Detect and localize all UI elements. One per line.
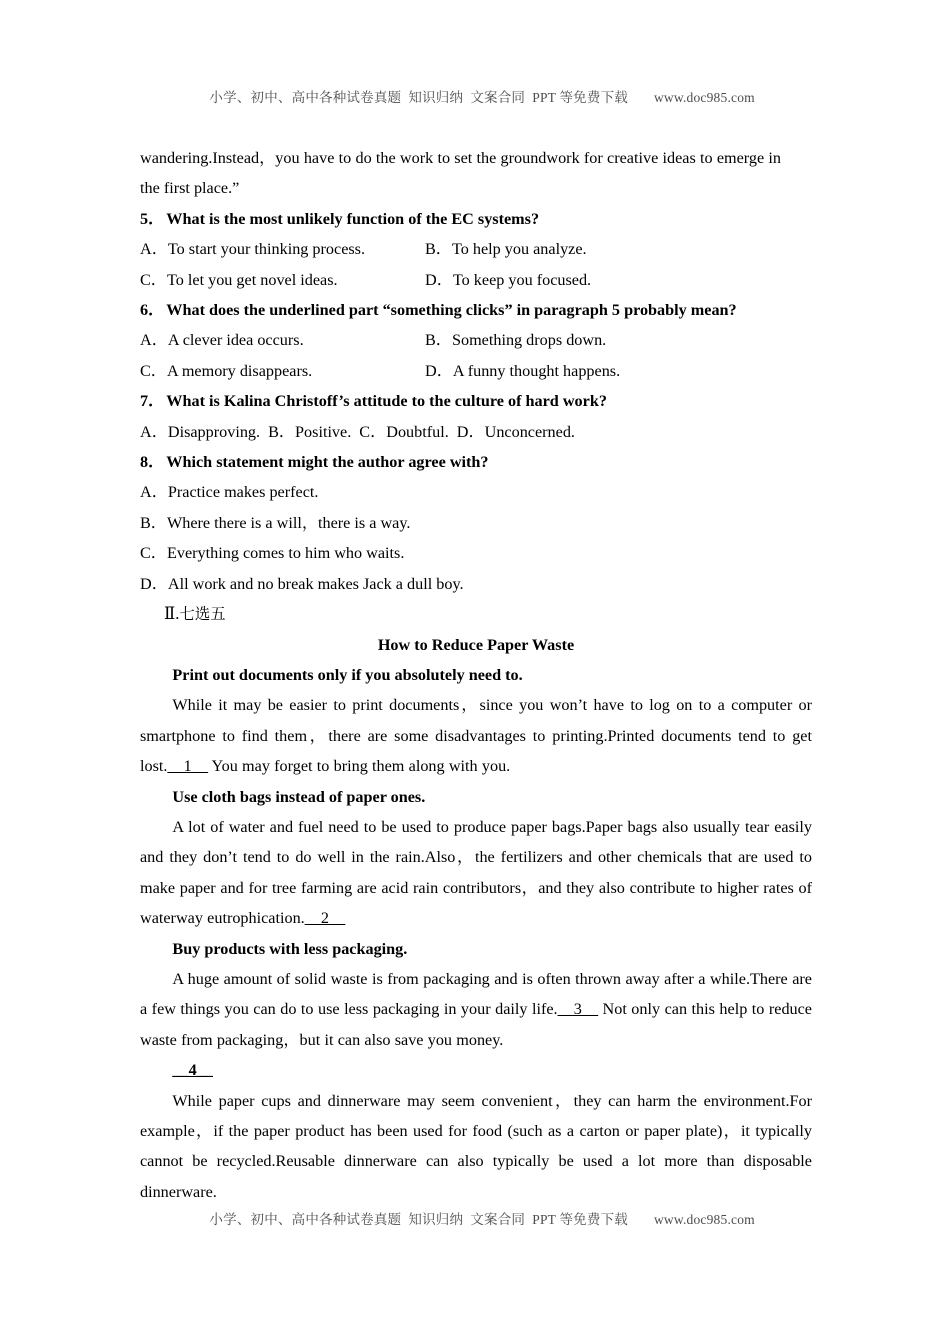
paragraph-1-text-b: You may forget to bring them along with you. bbox=[207, 757, 511, 776]
question-7-option-c[interactable] bbox=[359, 423, 448, 441]
question-6-option-a[interactable] bbox=[140, 325, 425, 355]
question-8-stem bbox=[140, 447, 812, 477]
passage-subheading-4-blank-line bbox=[140, 1055, 812, 1085]
paragraph-2-text: A lot of water and fuel need to be used to produce paper bags.Paper bags also usually tear easily and they don’t tend to do well in the rain.Also，the fertilizers and other chemicals that are used to make paper and for tree farming are acid rain contributors，and they also contribute to higher rates of waterway eutrophication. bbox=[140, 817, 812, 928]
option-label-b: B． bbox=[140, 513, 167, 532]
section-title-cn: 七选五 bbox=[179, 605, 226, 624]
option-text-d: All work and no break makes Jack a dull boy. bbox=[167, 574, 464, 593]
blank-4[interactable]: __4__ bbox=[172, 1061, 213, 1080]
question-6-number: 6． bbox=[140, 301, 165, 320]
question-6-text: What does the underlined part “something clicks” in paragraph 5 probably mean? bbox=[166, 301, 737, 320]
option-label-a: A． bbox=[140, 240, 168, 259]
question-6-stem bbox=[140, 295, 812, 325]
question-8-option-a[interactable] bbox=[140, 477, 812, 507]
passage-carryover-line-2: the first place.” bbox=[140, 179, 240, 198]
question-6-option-d[interactable] bbox=[425, 356, 812, 386]
option-label-b: B． bbox=[268, 422, 296, 441]
question-5-option-b[interactable] bbox=[425, 234, 812, 264]
option-text-a: Disapproving. bbox=[167, 422, 261, 441]
option-label-b: B． bbox=[425, 240, 452, 259]
section-dot: . bbox=[175, 604, 180, 624]
blank-3[interactable]: __3__ bbox=[557, 1000, 599, 1019]
paragraph-3-text-b: Not only can this help to reduce waste from packaging，but it can also save you money. bbox=[140, 1000, 812, 1049]
blank-1[interactable]: __1__ bbox=[167, 757, 208, 776]
question-7-text: What is Kalina Christoff’s attitude to the culture of hard work? bbox=[166, 392, 607, 411]
option-text-a: A clever idea occurs. bbox=[167, 331, 304, 350]
passage-paragraph-1 bbox=[140, 690, 812, 781]
page-footer bbox=[0, 1192, 950, 1244]
question-5-stem bbox=[140, 204, 812, 234]
option-label-d: D． bbox=[140, 574, 168, 593]
option-text-d: To keep you focused. bbox=[452, 270, 592, 289]
option-label-d: D． bbox=[456, 422, 485, 441]
passage-paragraph-4: While paper cups and dinnerware may seem convenient，they can harm the environment.For example，if the paper product has been used for food (such as a carton or paper plate)，it typically cannot be recycled.Reusable dinnerware can also typically be used a lot more than disposable dinnerware. bbox=[140, 1091, 812, 1201]
question-8-text: Which statement might the author agree with? bbox=[166, 453, 489, 472]
option-label-c: C． bbox=[140, 270, 167, 289]
question-8-option-c[interactable] bbox=[140, 538, 812, 568]
question-5-number: 5． bbox=[140, 209, 165, 228]
option-label-a: A． bbox=[140, 331, 168, 350]
page-header-text: 小学、初中、高中各种试卷真题 知识归纳 文案合同 PPT 等免费下载 bbox=[209, 90, 628, 105]
option-text-d: A funny thought happens. bbox=[452, 361, 621, 380]
option-text-c: Doubtful. bbox=[386, 422, 449, 441]
question-6-option-row-2 bbox=[140, 356, 812, 386]
question-7-option-b[interactable] bbox=[268, 423, 351, 441]
question-5-option-row-1 bbox=[140, 234, 812, 264]
passage-subheading-1: Print out documents only if you absolutely need to. bbox=[172, 665, 523, 684]
section-roman-numeral: Ⅱ bbox=[164, 604, 176, 624]
passage-title: How to Reduce Paper Waste bbox=[377, 635, 575, 654]
option-text-c: Everything comes to him who waits. bbox=[166, 544, 405, 563]
option-text-a: Practice makes perfect. bbox=[167, 483, 319, 502]
question-7-stem bbox=[140, 386, 812, 416]
option-text-b: To help you analyze. bbox=[451, 240, 587, 259]
option-text-c: A memory disappears. bbox=[166, 361, 313, 380]
question-6-option-c[interactable] bbox=[140, 356, 425, 386]
passage-carryover-line-1: wandering.Instead，you have to do the work to set the groundwork for creative ideas to emerge in bbox=[140, 149, 782, 167]
option-label-a: A． bbox=[140, 422, 168, 441]
text-column bbox=[140, 143, 812, 1207]
paragraph-1-text-a: While it may be easier to print documents，since you won’t have to log on to a computer or smartphone to find them，there are some disadvantages to printing.Printed documents tend to get lost. bbox=[140, 696, 812, 776]
question-7-options bbox=[140, 417, 812, 447]
passage-paragraph-2 bbox=[140, 812, 812, 934]
question-5-option-c[interactable] bbox=[140, 265, 425, 295]
option-text-b: Where there is a will，there is a way. bbox=[166, 513, 411, 532]
question-7-number: 7． bbox=[140, 392, 165, 411]
question-8-option-b[interactable] bbox=[140, 508, 812, 538]
option-label-d: D． bbox=[425, 270, 453, 289]
option-label-c: C． bbox=[140, 361, 167, 380]
question-6-option-row-1 bbox=[140, 325, 812, 355]
section-heading bbox=[140, 599, 812, 629]
paragraph-3-text-a: A huge amount of solid waste is from packaging and is often thrown away after a while.There are a few things you can do to use less packaging in your daily life. bbox=[140, 969, 812, 1019]
question-6-option-b[interactable] bbox=[425, 325, 812, 355]
option-label-d: D． bbox=[425, 361, 453, 380]
question-8-number: 8． bbox=[140, 453, 165, 472]
page-header-url: www.doc985.com bbox=[653, 90, 755, 105]
question-5-option-a[interactable] bbox=[140, 234, 425, 264]
page-footer-text: 小学、初中、高中各种试卷真题 知识归纳 文案合同 PPT 等免费下载 bbox=[209, 1212, 628, 1227]
option-label-b: B． bbox=[425, 331, 452, 350]
option-text-c: To let you get novel ideas. bbox=[166, 270, 338, 289]
passage-paragraph-3 bbox=[140, 964, 812, 1055]
question-7-option-a[interactable] bbox=[140, 423, 260, 441]
option-label-c: C． bbox=[140, 544, 167, 563]
page-footer-url: www.doc985.com bbox=[653, 1212, 755, 1227]
option-text-d: Unconcerned. bbox=[484, 422, 575, 441]
passage-subheading-2: Use cloth bags instead of paper ones. bbox=[172, 787, 426, 806]
option-label-a: A． bbox=[140, 483, 168, 502]
question-5-option-row-2 bbox=[140, 265, 812, 295]
question-5-option-d[interactable] bbox=[425, 265, 812, 295]
option-text-b: Positive. bbox=[295, 422, 352, 441]
question-5-text: What is the most unlikely function of the EC systems? bbox=[166, 209, 540, 228]
blank-2[interactable]: __2__ bbox=[304, 909, 346, 928]
option-label-c: C． bbox=[359, 422, 387, 441]
option-text-a: To start your thinking process. bbox=[167, 240, 366, 259]
page-header bbox=[0, 70, 950, 122]
question-8-option-d[interactable] bbox=[140, 569, 812, 599]
question-7-option-d[interactable] bbox=[457, 423, 575, 441]
option-text-b: Something drops down. bbox=[451, 331, 607, 350]
passage-subheading-3: Buy products with less packaging. bbox=[172, 939, 408, 958]
